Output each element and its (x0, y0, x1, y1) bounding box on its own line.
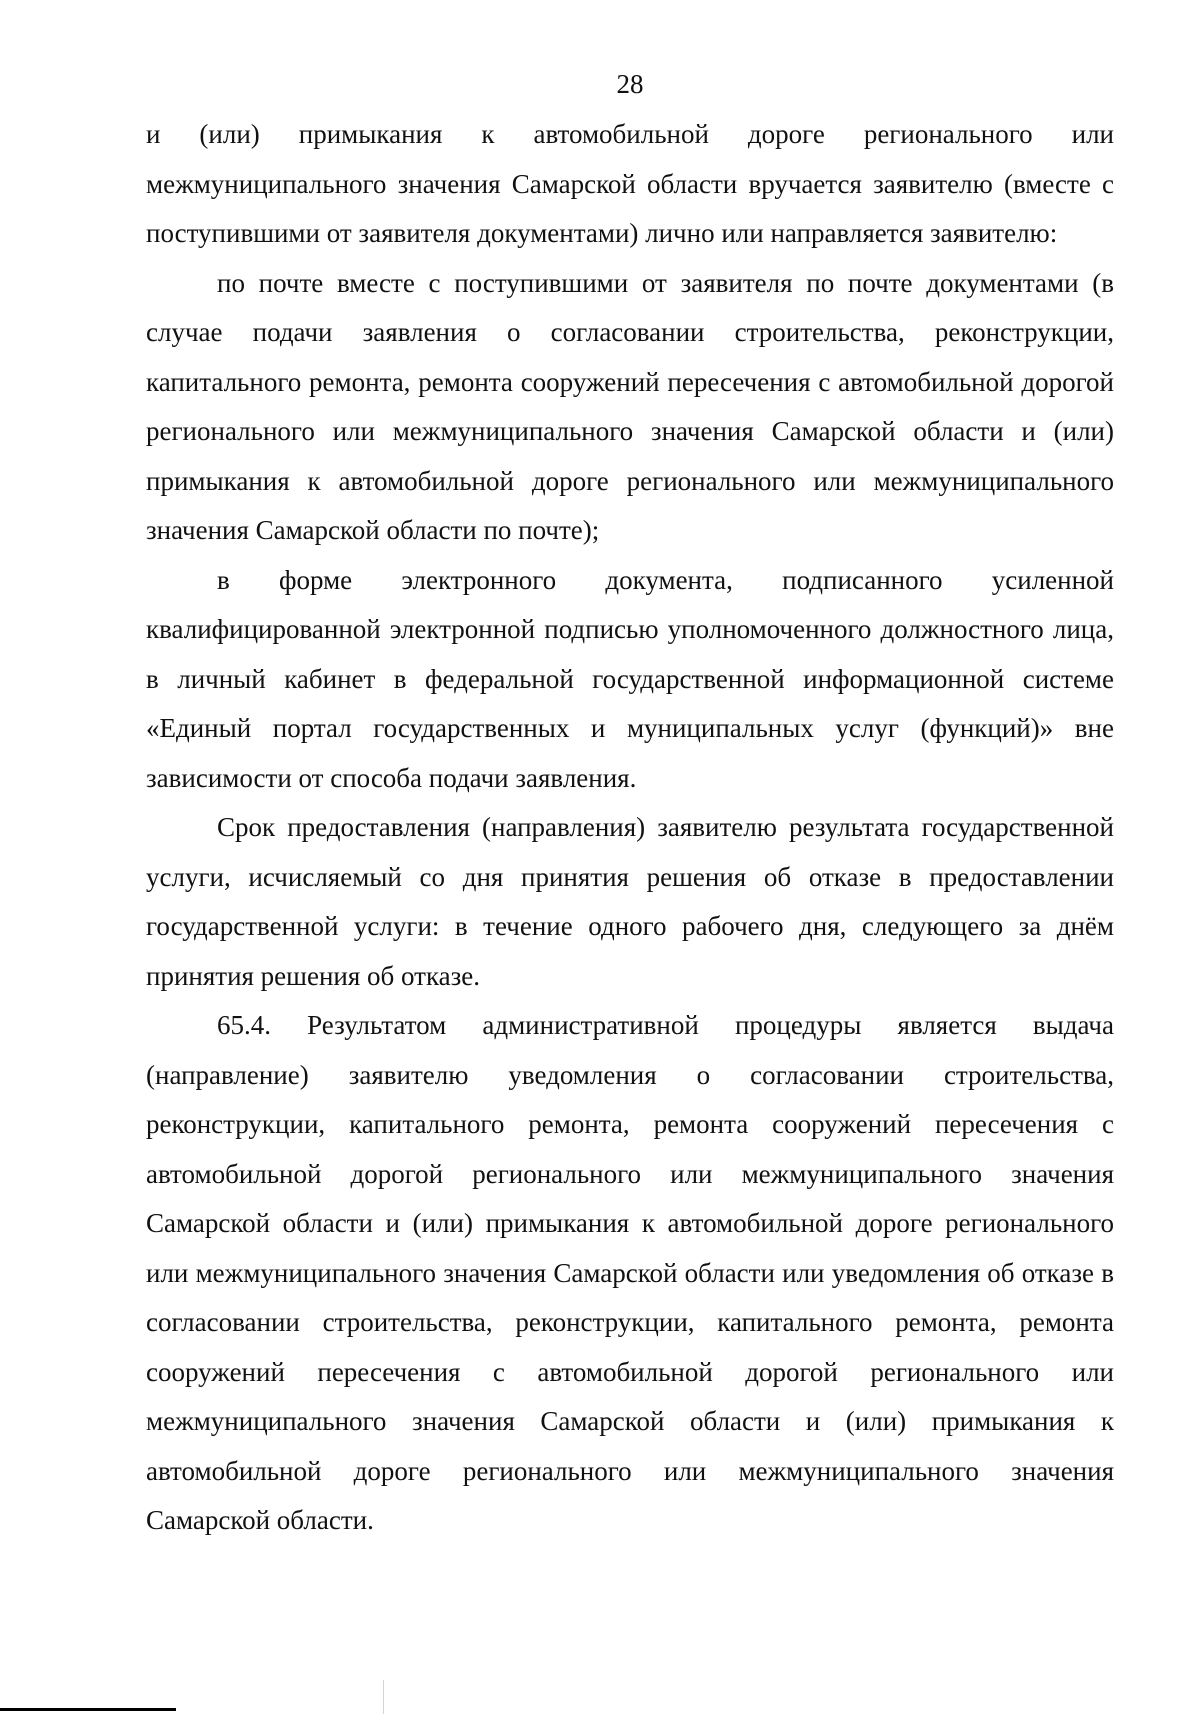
paragraph-postal-delivery: по почте вместе с поступившими от заявителя по почте документами (в случае подачи заявления о согласовании строительства, реконструкции, капитального ремонта, ремонта сооружений пересечения с автомобильной дорогой регионального или межмуниципального значения Самарской области и (или) примыкания к автомобильной дороге регионального или межмуниципального значения Самарской области по почте); (146, 267, 1114, 545)
paragraph-delivery-deadline: Срок предоставления (направления) заявителю результата государственной услуги, исчисляемый со дня принятия решения об отказе в предоставлении государственной услуги: в течение одного рабочего дня, следующего за днём принятия решения об отказе. (146, 812, 1114, 991)
document-body (146, 110, 1114, 1546)
page-number: 28 (616, 69, 644, 99)
paragraph-procedure-result: 65.4. Результатом административной процедуры является выдача (направление) заявителю уведомления о согласовании строительства, реконструкции, капитального ремонта, ремонта сооружений пересечения с автомобильной дорогой регионального или межмуниципального значения Самарской области и (или) примыкания к автомобильной дороге регионального или межмуниципального значения Самарской области или уведомления об отказе в согласовании строительства, реконструкции, капитального ремонта, ремонта сооружений пересечения с автомобильной дорогой регионального или межмуниципального значения Самарской области и (или) примыкания к автомобильной дороге регионального или межмуниципального значения Самарской области. (146, 1010, 1114, 1535)
paragraph-continuation: и (или) примыкания к автомобильной дороге регионального или межмуниципального значения Самарской области вручается заявителю (вместе с поступившими от заявителя документами) лично или направляется заявителю: (146, 119, 1114, 248)
scan-edge-line (0, 1708, 176, 1711)
scan-mark (383, 1680, 384, 1714)
paragraph-electronic-delivery: в форме электронного документа, подписанного усиленной квалифицированной электронной подписью уполномоченного должностного лица, в личный кабинет в федеральной государственной информационной системе «Единый портал государственных и муниципальных услуг (функций)» вне зависимости от способа подачи заявления. (146, 564, 1114, 793)
